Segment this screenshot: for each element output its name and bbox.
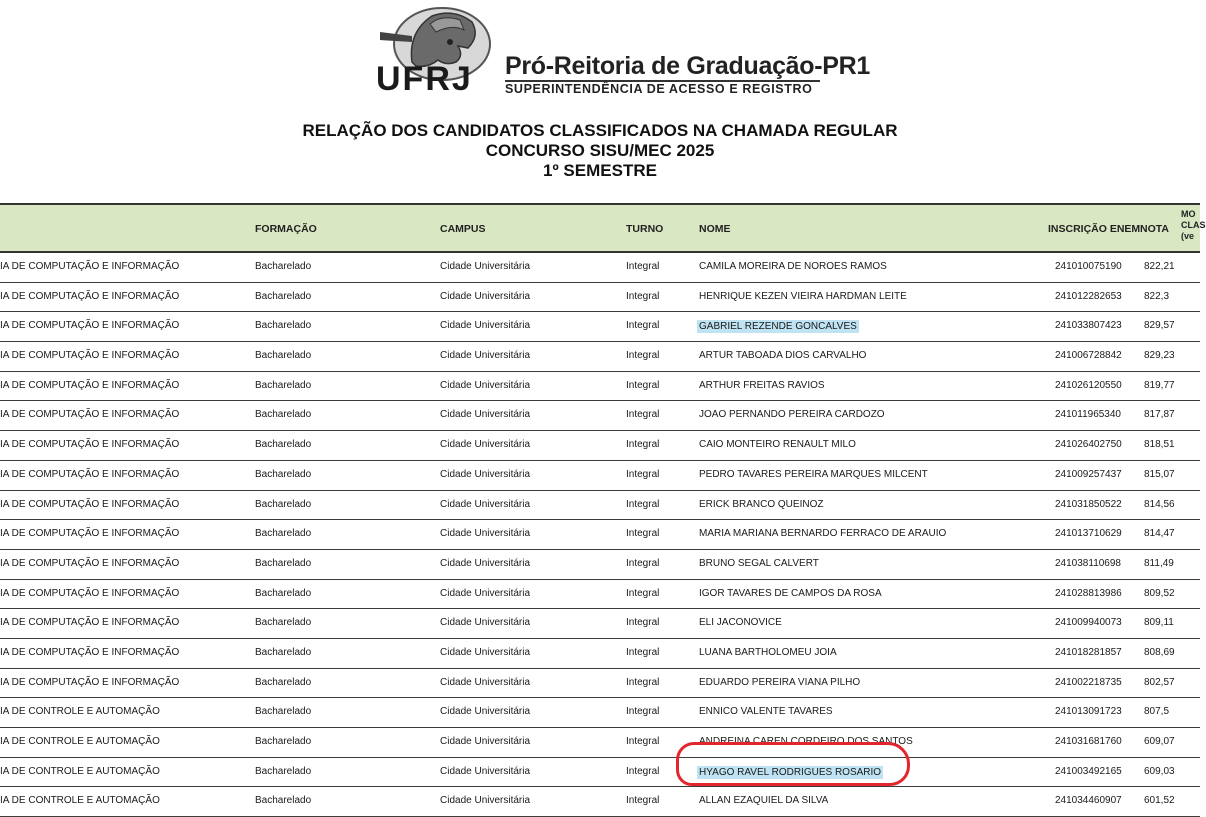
document-titles <box>0 121 1200 181</box>
cell-inscricao: 241009940073 <box>1055 617 1122 629</box>
cell-campus: Cidade Universitária <box>440 468 531 480</box>
cell-formacao: Bacharelado <box>255 617 312 629</box>
cell-formacao: Bacharelado <box>255 528 312 540</box>
cell-formacao: Bacharelado <box>255 736 312 747</box>
cell-nota: 809,52 <box>1144 587 1175 599</box>
cell-inscricao: 241026402750 <box>1055 439 1122 451</box>
cell-formacao: Bacharelado <box>255 350 312 362</box>
cell-turno: Integral <box>626 468 660 480</box>
cell-turno: Integral <box>626 557 660 569</box>
cell-inscricao: 241026120550 <box>1055 379 1122 391</box>
cell-turno: Integral <box>626 379 660 391</box>
cell-nome: ARTHUR FREITAS RAVIOS <box>699 379 825 391</box>
cell-curso: IA DE COMPUTAÇÃO E INFORMAÇÃO <box>0 528 180 540</box>
cell-turno: Integral <box>626 706 660 718</box>
cell-formacao: Bacharelado <box>255 676 312 688</box>
cell-campus: Cidade Universitária <box>440 320 531 332</box>
col-turno: TURNO <box>626 223 664 235</box>
cell-nome: IGOR TAVARES DE CAMPOS DA ROSA <box>699 587 882 599</box>
cell-nome: ENNICO VALENTE TAVARES <box>699 706 833 718</box>
cell-turno: Integral <box>626 587 660 599</box>
col-nome: NOME <box>699 223 731 235</box>
title-line-1: RELAÇÃO DOS CANDIDATOS CLASSIFICADOS NA CHAMADA REGULAR <box>302 121 898 140</box>
cell-formacao: Bacharelado <box>255 706 312 718</box>
col-mo-line3: (ve <box>1181 231 1195 241</box>
cell-curso: IA DE COMPUTAÇÃO E INFORMAÇÃO <box>0 587 180 599</box>
cell-inscricao: 241033807423 <box>1055 320 1122 332</box>
cell-nota: 609,03 <box>1144 765 1175 777</box>
cell-nome: CAIO MONTEIRO RENAULT MILO <box>699 439 856 451</box>
table-row <box>0 698 1200 728</box>
cell-inscricao: 241012282653 <box>1055 290 1122 302</box>
cell-formacao: Bacharelado <box>255 439 312 451</box>
cell-turno: Integral <box>626 498 660 510</box>
cell-nome: HENRIQUE KEZEN VIEIRA HARDMAN LEITE <box>699 290 907 302</box>
cell-curso: IA DE COMPUTAÇÃO E INFORMAÇÃO <box>0 439 180 451</box>
cell-formacao: Bacharelado <box>255 320 312 332</box>
cell-nota: 829,23 <box>1144 350 1175 362</box>
col-nota: NOTA <box>1140 223 1169 235</box>
cell-campus: Cidade Universitária <box>440 676 531 688</box>
cell-nome: PEDRO TAVARES PEREIRA MARQUES MILCENT <box>699 468 928 480</box>
cell-campus: Cidade Universitária <box>440 261 531 272</box>
table-row <box>0 580 1200 610</box>
cell-formacao: Bacharelado <box>255 765 312 777</box>
table-row <box>0 312 1200 342</box>
cell-curso: IA DE COMPUTAÇÃO E INFORMAÇÃO <box>0 409 180 421</box>
cell-inscricao: 241010075190 <box>1055 261 1122 272</box>
cell-campus: Cidade Universitária <box>440 557 531 569</box>
document-header <box>0 0 1200 200</box>
cell-nota: 807,5 <box>1144 706 1170 718</box>
table-row <box>0 401 1200 431</box>
cell-curso: IA DE COMPUTAÇÃO E INFORMAÇÃO <box>0 676 180 688</box>
table-row <box>0 342 1200 372</box>
cell-nota: 817,87 <box>1144 409 1175 421</box>
cell-nome: GABRIEL REZENDE GONCALVES <box>699 321 857 333</box>
table-row <box>0 283 1200 313</box>
table-body <box>0 253 1200 817</box>
cell-curso: IA DE CONTROLE E AUTOMAÇÃO <box>0 795 160 807</box>
cell-nota: 822,3 <box>1144 290 1170 302</box>
cell-inscricao: 241002218735 <box>1055 676 1122 688</box>
cell-curso: IA DE COMPUTAÇÃO E INFORMAÇÃO <box>0 320 180 332</box>
cell-inscricao: 241013710629 <box>1055 528 1122 540</box>
cell-curso: IA DE COMPUTAÇÃO E INFORMAÇÃO <box>0 557 180 569</box>
table-row <box>0 758 1200 788</box>
cell-nome: BRUNO SEGAL CALVERT <box>699 557 819 569</box>
table-row <box>0 639 1200 669</box>
table-row <box>0 372 1200 402</box>
cell-curso: IA DE COMPUTAÇÃO E INFORMAÇÃO <box>0 261 180 272</box>
cell-campus: Cidade Universitária <box>440 736 531 747</box>
cell-nome: ALLAN EZAQUIEL DA SILVA <box>699 795 829 807</box>
table-row <box>0 491 1200 521</box>
org-subtitle: SUPERINTENDÊNCIA DE ACESSO E REGISTRO <box>505 82 813 96</box>
cell-curso: IA DE CONTROLE E AUTOMAÇÃO <box>0 736 160 747</box>
org-title: Pró-Reitoria de Graduação-PR1 <box>505 52 871 80</box>
col-mo-line2: CLAS <box>1181 220 1206 230</box>
table-row <box>0 520 1200 550</box>
table-row <box>0 461 1200 491</box>
cell-formacao: Bacharelado <box>255 261 312 272</box>
cell-campus: Cidade Universitária <box>440 765 531 777</box>
cell-curso: IA DE COMPUTAÇÃO E INFORMAÇÃO <box>0 290 180 302</box>
cell-formacao: Bacharelado <box>255 498 312 510</box>
cell-campus: Cidade Universitária <box>440 290 531 302</box>
cell-inscricao: 241031681760 <box>1055 736 1122 747</box>
cell-nome: ANDREINA CAREN CORDEIRO DOS SANTOS <box>699 736 913 747</box>
title-line-3: 1º SEMESTRE <box>543 161 657 180</box>
cell-turno: Integral <box>626 736 660 747</box>
cell-campus: Cidade Universitária <box>440 528 531 540</box>
cell-inscricao: 241028813986 <box>1055 587 1122 599</box>
table-row <box>0 431 1200 461</box>
cell-curso: IA DE COMPUTAÇÃO E INFORMAÇÃO <box>0 617 180 629</box>
table-row <box>0 550 1200 580</box>
col-formacao: FORMAÇÃO <box>255 223 317 235</box>
cell-formacao: Bacharelado <box>255 646 312 658</box>
cell-turno: Integral <box>626 409 660 421</box>
cell-nome: ELI JACONOVICE <box>699 617 782 629</box>
cell-curso: IA DE COMPUTAÇÃO E INFORMAÇÃO <box>0 379 180 391</box>
cell-inscricao: 241009257437 <box>1055 468 1122 480</box>
cell-inscricao: 241011965340 <box>1055 409 1121 421</box>
cell-curso: IA DE COMPUTAÇÃO E INFORMAÇÃO <box>0 498 180 510</box>
table-row <box>0 669 1200 699</box>
cell-nota: 811,49 <box>1144 557 1174 569</box>
cell-nome: ERICK BRANCO QUEINOZ <box>699 498 824 510</box>
cell-formacao: Bacharelado <box>255 379 312 391</box>
cell-nome: LUANA BARTHOLOMEU JOIA <box>699 646 837 658</box>
cell-campus: Cidade Universitária <box>440 498 531 510</box>
cell-campus: Cidade Universitária <box>440 646 531 658</box>
cell-nome: ARTUR TABOADA DIOS CARVALHO <box>699 350 867 362</box>
table-row <box>0 728 1200 758</box>
cell-campus: Cidade Universitária <box>440 439 531 451</box>
cell-turno: Integral <box>626 350 660 362</box>
cell-turno: Integral <box>626 617 660 629</box>
cell-turno: Integral <box>626 290 660 302</box>
cell-formacao: Bacharelado <box>255 468 312 480</box>
cell-curso: IA DE CONTROLE E AUTOMAÇÃO <box>0 706 160 718</box>
cell-formacao: Bacharelado <box>255 587 312 599</box>
cell-formacao: Bacharelado <box>255 290 312 302</box>
ufrj-logo-text: UFRJ <box>376 60 473 98</box>
cell-inscricao: 241018281857 <box>1055 646 1122 658</box>
cell-nome: CAMILA MOREIRA DE NOROES RAMOS <box>699 261 887 272</box>
cell-formacao: Bacharelado <box>255 409 312 421</box>
col-mo <box>1181 209 1206 242</box>
col-campus: CAMPUS <box>440 223 486 235</box>
cell-nome: HYAGO RAVEL RODRIGUES ROSARIO <box>699 766 882 778</box>
cell-inscricao: 241013091723 <box>1055 706 1122 718</box>
cell-turno: Integral <box>626 646 660 658</box>
cell-campus: Cidade Universitária <box>440 706 531 718</box>
cell-turno: Integral <box>626 261 660 272</box>
cell-turno: Integral <box>626 765 660 777</box>
cell-nota: 829,57 <box>1144 320 1175 332</box>
col-inscricao: INSCRIÇÃO ENEM <box>1048 223 1141 235</box>
cell-turno: Integral <box>626 676 660 688</box>
table-header <box>0 203 1206 253</box>
cell-nota: 609,07 <box>1144 736 1175 747</box>
cell-campus: Cidade Universitária <box>440 795 531 807</box>
title-line-2: CONCURSO SISU/MEC 2025 <box>485 141 715 160</box>
cell-nome: EDUARDO PEREIRA VIANA PILHO <box>699 676 861 688</box>
cell-nota: 814,47 <box>1144 528 1175 540</box>
cell-campus: Cidade Universitária <box>440 409 531 421</box>
cell-campus: Cidade Universitária <box>440 350 531 362</box>
cell-inscricao: 241034460907 <box>1055 795 1122 807</box>
candidates-table <box>0 203 1206 817</box>
cell-nota: 802,57 <box>1144 676 1175 688</box>
table-row <box>0 609 1200 639</box>
cell-nota: 815,07 <box>1144 468 1175 480</box>
cell-inscricao: 241031850522 <box>1055 498 1122 510</box>
cell-campus: Cidade Universitária <box>440 587 531 599</box>
cell-turno: Integral <box>626 320 660 332</box>
cell-campus: Cidade Universitária <box>440 379 531 391</box>
cell-formacao: Bacharelado <box>255 795 312 807</box>
cell-nota: 808,69 <box>1144 646 1175 658</box>
cell-nota: 818,51 <box>1144 439 1175 451</box>
cell-inscricao: 241003492165 <box>1055 765 1122 777</box>
cell-inscricao: 241038110698 <box>1055 557 1121 569</box>
cell-campus: Cidade Universitária <box>440 617 531 629</box>
cell-nota: 601,52 <box>1144 795 1175 807</box>
cell-formacao: Bacharelado <box>255 557 312 569</box>
cell-turno: Integral <box>626 439 660 451</box>
cell-nome: MARIA MARIANA BERNARDO FERRACO DE ARAUIO <box>699 528 947 540</box>
table-row <box>0 253 1200 283</box>
col-mo-line1: MO <box>1181 209 1196 219</box>
cell-nota: 819,77 <box>1144 379 1175 391</box>
cell-nota: 822,21 <box>1144 261 1175 272</box>
cell-turno: Integral <box>626 528 660 540</box>
cell-curso: IA DE COMPUTAÇÃO E INFORMAÇÃO <box>0 468 180 480</box>
cell-curso: IA DE CONTROLE E AUTOMAÇÃO <box>0 765 160 777</box>
cell-nota: 814,56 <box>1144 498 1175 510</box>
cell-curso: IA DE COMPUTAÇÃO E INFORMAÇÃO <box>0 350 180 362</box>
cell-nota: 809,11 <box>1144 617 1174 629</box>
cell-nome: JOAO PERNANDO PEREIRA CARDOZO <box>699 409 885 421</box>
cell-curso: IA DE COMPUTAÇÃO E INFORMAÇÃO <box>0 646 180 658</box>
table-row <box>0 787 1200 817</box>
cell-turno: Integral <box>626 795 660 807</box>
cell-inscricao: 241006728842 <box>1055 350 1122 362</box>
